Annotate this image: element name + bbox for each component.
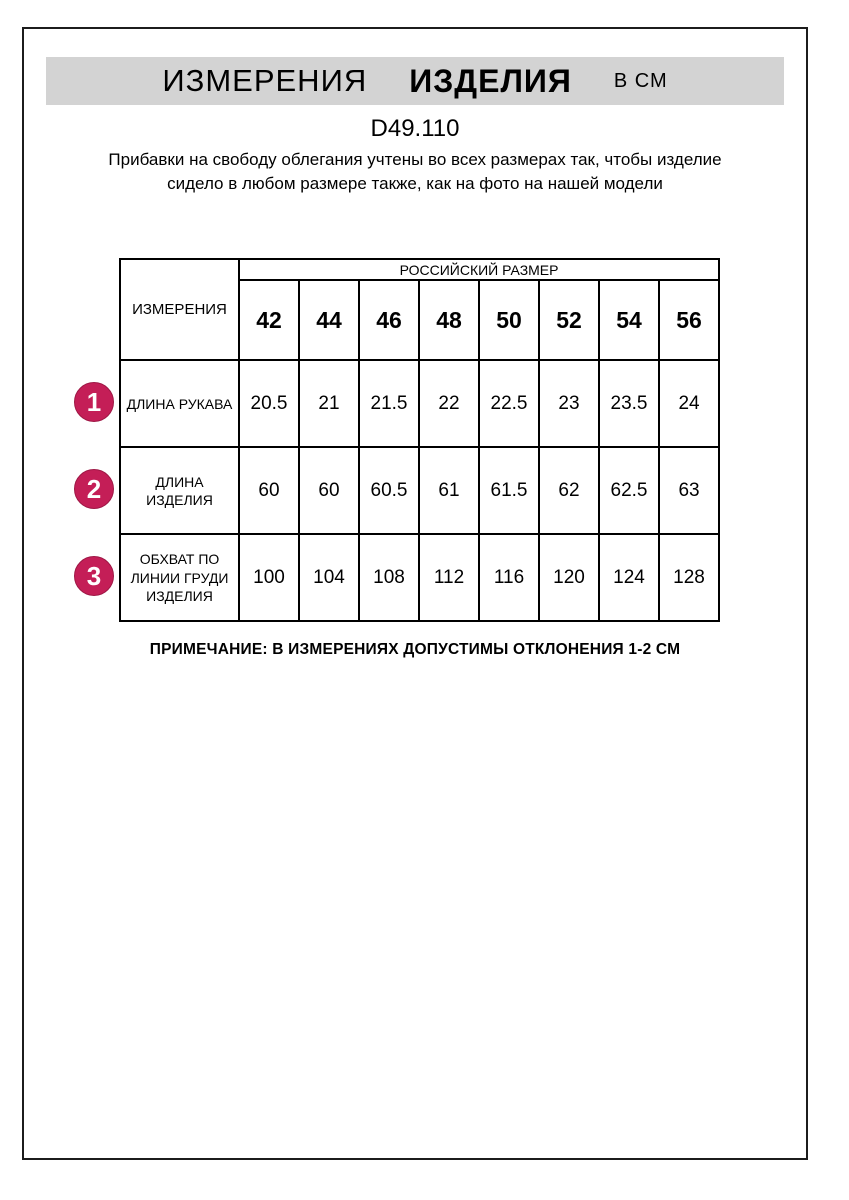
table-cell: 61 — [419, 447, 479, 534]
table-cell: 62 — [539, 447, 599, 534]
table-cell: 23 — [539, 360, 599, 447]
table-cell: 100 — [239, 534, 299, 621]
size-header-cell: 56 — [659, 280, 719, 360]
table-cell: 21 — [299, 360, 359, 447]
table-cell: 60.5 — [359, 447, 419, 534]
table-cell: 23.5 — [599, 360, 659, 447]
size-header-cell: 48 — [419, 280, 479, 360]
size-header-cell: 42 — [239, 280, 299, 360]
table-cell: 128 — [659, 534, 719, 621]
table-cell: 24 — [659, 360, 719, 447]
table-row-item-length — [120, 447, 719, 534]
title-product: ИЗДЕЛИЯ — [409, 62, 572, 99]
size-header-cell: 46 — [359, 280, 419, 360]
size-header-cell: 44 — [299, 280, 359, 360]
table-cell: 112 — [419, 534, 479, 621]
row-label: ДЛИНА РУКАВА — [120, 360, 239, 447]
tolerance-note: ПРИМЕЧАНИЕ: В ИЗМЕРЕНИЯХ ДОПУСТИМЫ ОТКЛОНЕНИЯ 1-2 СМ — [149, 641, 681, 659]
row-label: ОБХВАТ ПО ЛИНИИ ГРУДИ ИЗДЕЛИЯ — [120, 534, 239, 621]
table-cell: 20.5 — [239, 360, 299, 447]
size-header-cell: 54 — [599, 280, 659, 360]
row-number-badge-2: 2 — [74, 469, 114, 509]
table-row-chest-girth — [120, 534, 719, 621]
size-table-container — [86, 258, 718, 622]
row-number-badge-1: 1 — [74, 382, 114, 422]
table-cell: 120 — [539, 534, 599, 621]
table-cell: 116 — [479, 534, 539, 621]
title-units: В СМ — [613, 69, 668, 92]
corner-header-cell: ИЗМЕРЕНИЯ — [120, 259, 239, 360]
table-cell: 60 — [239, 447, 299, 534]
group-header-cell: РОССИЙСКИЙ РАЗМЕР — [239, 259, 719, 280]
title-measurements: ИЗМЕРЕНИЯ — [162, 63, 368, 98]
table-row-sleeve-length — [120, 360, 719, 447]
table-cell: 60 — [299, 447, 359, 534]
product-code: D49.110 — [370, 115, 460, 142]
table-cell: 22.5 — [479, 360, 539, 447]
table-cell: 22 — [419, 360, 479, 447]
size-table — [119, 258, 720, 622]
table-cell: 21.5 — [359, 360, 419, 447]
fit-description: Прибавки на свободу облегания учтены во всех размерах так, чтобы изделие сидело в любом размере также, как на фото на нашей модели — [108, 150, 722, 194]
table-cell: 63 — [659, 447, 719, 534]
table-header-row-group — [120, 259, 719, 280]
title-band — [46, 57, 784, 105]
table-cell: 62.5 — [599, 447, 659, 534]
size-header-cell: 52 — [539, 280, 599, 360]
row-number-badge-3: 3 — [74, 556, 114, 596]
size-header-cell: 50 — [479, 280, 539, 360]
table-cell: 61.5 — [479, 447, 539, 534]
table-cell: 124 — [599, 534, 659, 621]
table-cell: 108 — [359, 534, 419, 621]
row-label: ДЛИНА ИЗДЕЛИЯ — [120, 447, 239, 534]
document-page-frame — [22, 27, 808, 1160]
table-cell: 104 — [299, 534, 359, 621]
